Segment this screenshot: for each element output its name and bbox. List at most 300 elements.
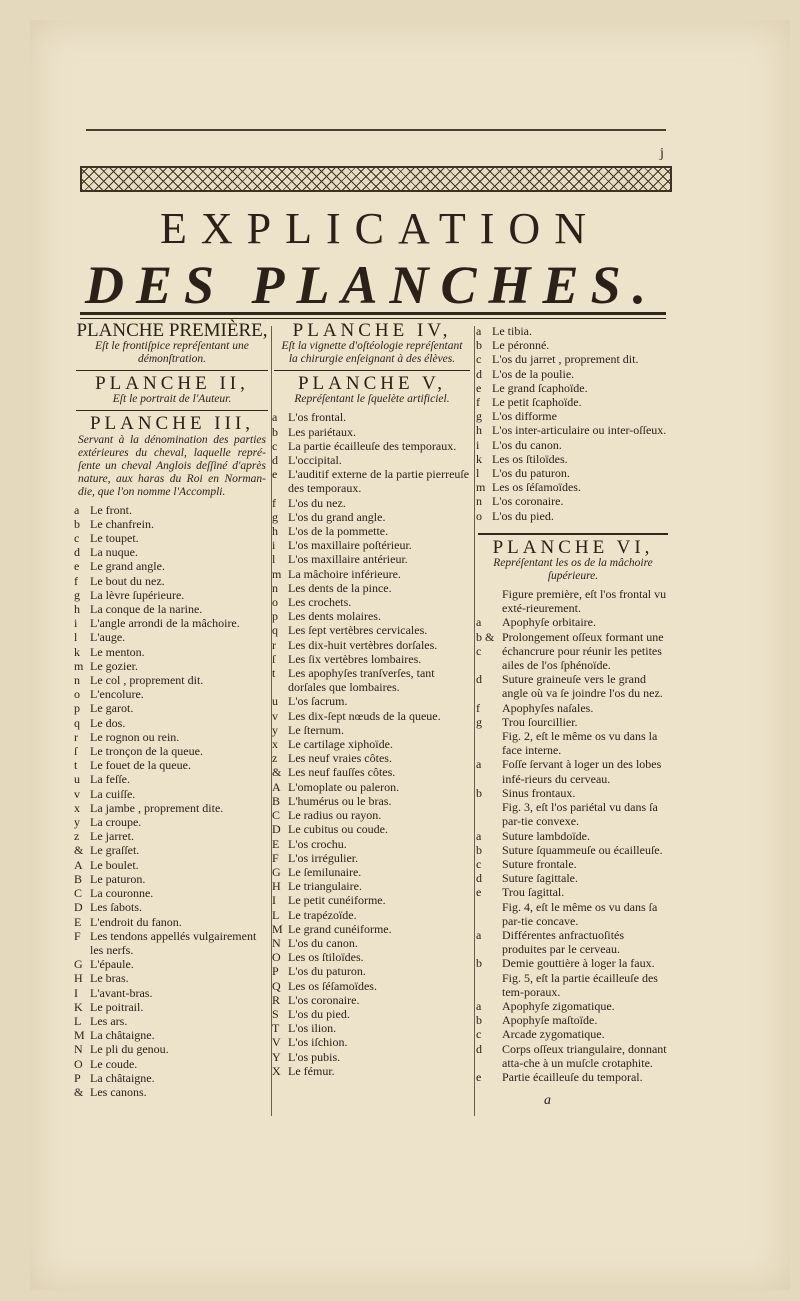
legend-item (272, 794, 472, 808)
legend-key: ſ (74, 744, 78, 759)
legend-key: b & c (476, 629, 495, 658)
legend-text: La couronne. (90, 886, 154, 901)
legend-key: h (74, 602, 80, 617)
legend-item (272, 780, 472, 794)
legend-key: e (476, 380, 482, 395)
legend-item (476, 672, 670, 700)
legend-item (272, 510, 472, 524)
legend-key (476, 587, 502, 615)
plate6-heading: PLANCHE VI, (492, 536, 654, 558)
legend-text: Le garot. (90, 701, 134, 716)
legend-text: Les ars. (90, 1013, 128, 1028)
legend-text: L'os maxillaire antérieur. (288, 552, 408, 567)
legend-item (272, 1035, 472, 1049)
legend-item (476, 423, 670, 437)
legend-text: Les os ſéſamoïdes. (492, 480, 581, 495)
legend-text: L'os du pied. (288, 1006, 350, 1021)
legend-item (476, 800, 670, 828)
legend-item (74, 673, 270, 687)
legend-item (476, 480, 670, 494)
legend-item (476, 971, 670, 999)
legend-item (74, 872, 270, 886)
legend-text: L'os coronaire. (288, 992, 360, 1007)
legend-key: u (74, 772, 80, 787)
plate3-description: Servant à la dénomination des parties extérieures du cheval, laquelle repré-ſente un cheval Anglois deſſiné d'après nature, aux haras du Roi en Norman-die, que l'on nomme l'Accompli. (78, 433, 266, 498)
plate4-heading: PLANCHE IV, (292, 320, 452, 341)
legend-text: L'os maxillaire poſtérieur. (288, 538, 412, 553)
legend-text: La conque de la narine. (90, 602, 203, 617)
plate2-heading: PLANCHE II, (95, 373, 249, 395)
legend-item (74, 645, 270, 659)
legend-key: n (476, 494, 482, 509)
legend-text: Le petit cunéiforme. (288, 893, 386, 908)
legend-item (272, 439, 472, 453)
legend-item (476, 729, 670, 757)
legend-text: Le radius ou rayon. (288, 808, 382, 823)
legend-text: Le ſternum. (288, 722, 344, 737)
legend-key: b (476, 338, 482, 353)
legend-item (272, 908, 472, 922)
legend-key: l (74, 630, 78, 645)
legend-key: I (272, 893, 276, 908)
legend-key: d (476, 366, 482, 381)
legend-key (476, 971, 502, 999)
legend-item (74, 730, 270, 744)
title-explication: EXPLICATION (160, 204, 600, 253)
legend-text: Arcade zygomatique. (502, 1027, 605, 1042)
legend-key: y (74, 815, 80, 830)
legend-text: Les neuf fauſſes côtes. (288, 765, 396, 780)
legend-text: Le front. (90, 502, 132, 517)
legend-text: L'os crochu. (288, 836, 347, 851)
legend-text: Les os ſéſamoïdes. (288, 978, 377, 993)
legend-key: f (272, 495, 276, 510)
legend-key: a (476, 615, 482, 630)
legend-text: La jambe , proprement dite. (90, 800, 224, 815)
legend-item (476, 900, 670, 928)
legend-text: La croupe. (90, 815, 142, 830)
legend-text: L'auge. (90, 630, 126, 645)
legend-text: L'os du paturon. (288, 964, 366, 979)
plate5-legend-continued (476, 324, 670, 523)
legend-key: i (272, 538, 276, 553)
legend-text: Les tendons appellés vulgairement les nerfs. (90, 928, 257, 957)
legend-item (74, 602, 270, 616)
legend-text: La partie écailleuſe des temporaux. (288, 438, 457, 453)
legend-text: Les pariétaux. (288, 424, 356, 439)
signature-mark: a (544, 1093, 551, 1108)
legend-item (74, 1057, 270, 1071)
legend-key: d (74, 545, 80, 560)
legend-key: b (476, 842, 482, 857)
legend-text: Fig. 4, eſt le même os vu dans ſa par-tie concave. (502, 899, 658, 928)
column-3 (476, 324, 670, 1084)
legend-text: Suture lambdoïde. (502, 828, 590, 843)
legend-item (74, 1028, 270, 1042)
legend-key: q (272, 623, 278, 638)
legend-text: L'os pubis. (288, 1049, 341, 1064)
legend-text: L'os frontal. (288, 410, 347, 425)
legend-item (74, 1014, 270, 1028)
legend-text: Sinus frontaux. (502, 785, 576, 800)
legend-text: Le col , proprement dit. (90, 673, 204, 688)
legend-text: Prolongement oſſeux formant une échancrure pour réunir les petites ailes de l'os ſphénoïde. (502, 629, 664, 673)
legend-text: Le tronçon de la queue. (90, 744, 203, 759)
legend-key: d (476, 1041, 482, 1056)
legend-text: L'os du canon. (492, 437, 562, 452)
legend-key: F (272, 850, 279, 865)
plate1-description: Eſt le frontiſpice repréſentant une démonſtration. (95, 340, 249, 366)
legend-item (476, 509, 670, 523)
legend-item (74, 659, 270, 673)
legend-item (272, 652, 472, 666)
legend-item (272, 709, 472, 723)
legend-item (74, 574, 270, 588)
legend-item (272, 879, 472, 893)
legend-item (476, 1042, 670, 1070)
legend-key: c (476, 352, 482, 367)
legend-item (476, 786, 670, 800)
legend-key: G (272, 864, 281, 879)
legend-item (272, 837, 472, 851)
legend-text: Le fouet de la queue. (90, 758, 191, 773)
legend-text: L'os inter-articulaire ou inter-oſſeux. (492, 423, 667, 438)
section-rule (274, 370, 470, 371)
legend-key: T (272, 1021, 280, 1036)
legend-text: Le menton. (90, 644, 145, 659)
legend-item (74, 1000, 270, 1014)
legend-item (74, 829, 270, 843)
legend-item (74, 915, 270, 929)
legend-text: Le péronné. (492, 338, 550, 353)
legend-item (476, 324, 670, 338)
legend-item (476, 381, 670, 395)
legend-key: I (74, 985, 78, 1000)
legend-text: Les dents molaires. (288, 609, 381, 624)
legend-key: r (272, 637, 276, 652)
legend-item (74, 559, 270, 573)
legend-item (272, 496, 472, 510)
legend-text: Trou ſourcillier. (502, 714, 578, 729)
legend-item (74, 971, 270, 985)
legend-item (476, 843, 670, 857)
legend-text: L'omoplate ou paleron. (288, 779, 400, 794)
legend-item (272, 694, 472, 708)
plate2-description: Eſt le portrait de l'Auteur. (112, 393, 232, 406)
legend-text: L'os de la poulie. (492, 366, 575, 381)
legend-key: H (272, 879, 281, 894)
legend-text: Apophyſe zigomatique. (502, 998, 615, 1013)
legend-text: Le dos. (90, 715, 126, 730)
legend-key: N (272, 935, 281, 950)
legend-item (74, 545, 270, 559)
legend-item (272, 765, 472, 779)
legend-key: p (272, 609, 278, 624)
legend-item (74, 986, 270, 1000)
legend-item (74, 517, 270, 531)
legend-text: La nuque. (90, 545, 138, 560)
legend-text: Figure première, eſt l'os frontal vu exté-rieurement. (502, 587, 667, 616)
legend-item (272, 936, 472, 950)
legend-key: a (476, 757, 482, 772)
legend-key: e (74, 559, 80, 574)
legend-key: l (476, 466, 480, 481)
legend-text: Les canons. (90, 1084, 147, 1099)
legend-key: x (74, 800, 80, 815)
legend-item (476, 367, 670, 381)
legend-key: b (476, 956, 482, 971)
legend-item (476, 409, 670, 423)
legend-item (476, 1070, 670, 1084)
legend-text: L'os du paturon. (492, 466, 570, 481)
legend-text: Les os ſtiloïdes. (492, 451, 568, 466)
legend-key: g (74, 587, 80, 602)
legend-item (272, 609, 472, 623)
legend-text: Les dents de la pince. (288, 580, 392, 595)
legend-item (272, 1064, 472, 1078)
legend-key: c (272, 438, 278, 453)
legend-key: a (476, 324, 482, 338)
legend-item (272, 822, 472, 836)
legend-item (272, 410, 472, 424)
legend-item (272, 950, 472, 964)
legend-item (272, 425, 472, 439)
legend-text: Le coude. (90, 1056, 138, 1071)
plate6-legend (476, 587, 670, 1084)
legend-text: Le pli du genou. (90, 1042, 169, 1057)
legend-item (74, 900, 270, 914)
legend-text: Le poitrail. (90, 999, 144, 1014)
legend-key: g (272, 509, 278, 524)
section-rule (76, 410, 268, 411)
legend-key: P (272, 964, 279, 979)
legend-key: ſ (272, 651, 276, 666)
legend-text: Partie écailleuſe du temporal. (502, 1069, 643, 1084)
legend-item (74, 929, 270, 957)
legend-key: c (476, 856, 482, 871)
legend-key: e (272, 467, 278, 482)
legend-item (476, 438, 670, 452)
legend-text: L'auditif externe de la partie pierreuſe des temporaux. (288, 467, 470, 496)
legend-key: t (74, 758, 78, 773)
legend-text: La feſſe. (90, 772, 130, 787)
legend-item (476, 466, 670, 480)
legend-item (272, 567, 472, 581)
legend-key: c (476, 1027, 482, 1042)
legend-text: Fig. 5, eſt la partie écailleuſe des tem-poraux. (502, 970, 658, 999)
plate1-heading: PLANCHE PREMIÈRE, (76, 320, 268, 341)
legend-text: Le fémur. (288, 1063, 335, 1078)
legend-item (74, 616, 270, 630)
legend-text: Le bout du nez. (90, 573, 165, 588)
legend-key: Q (272, 978, 281, 993)
legend-item (476, 452, 670, 466)
legend-text: Le trapézoïde. (288, 907, 357, 922)
legend-text: Les neuf vraies côtes. (288, 751, 392, 766)
legend-key: F (74, 928, 81, 943)
legend-text: L'os du canon. (288, 935, 358, 950)
legend-key: P (74, 1070, 81, 1085)
legend-key: n (272, 580, 278, 595)
legend-item (272, 808, 472, 822)
legend-key: & (74, 1084, 84, 1099)
legend-key (476, 729, 502, 757)
legend-item (476, 999, 670, 1013)
legend-text: Foſſe ſervant à loger un des lobes infé-rieurs du cerveau. (502, 757, 662, 786)
legend-item (272, 623, 472, 637)
plate5-heading: PLANCHE V, (297, 373, 447, 395)
legend-text: Les apophyſes tranſverſes, tant dorſales que lombaires. (288, 666, 435, 695)
legend-key: d (476, 871, 482, 886)
legend-text: L'angle arrondi de la mâchoire. (90, 616, 240, 631)
legend-key: n (74, 673, 80, 688)
legend-text: L'os du nez. (288, 495, 346, 510)
legend-key: u (272, 694, 278, 709)
legend-key: a (476, 828, 482, 843)
legend-text: Le boulet. (90, 857, 139, 872)
legend-key: q (74, 715, 80, 730)
legend-key: l (272, 552, 276, 567)
title-des-planches: DES PLANCHES. (85, 255, 659, 315)
legend-text: Le petit ſcaphoïde. (492, 395, 582, 410)
legend-key: H (74, 971, 83, 986)
legend-text: L'occipital. (288, 453, 342, 468)
legend-key: f (476, 395, 480, 410)
legend-key: b (476, 785, 482, 800)
legend-item (272, 581, 472, 595)
legend-key: o (272, 595, 278, 610)
legend-item (74, 843, 270, 857)
legend-item (476, 885, 670, 899)
legend-key: v (74, 786, 80, 801)
legend-text: L'encolure. (90, 687, 144, 702)
legend-text: L'os ſacrum. (288, 694, 348, 709)
legend-item (476, 615, 670, 629)
legend-key: e (476, 1069, 482, 1084)
legend-key: i (476, 437, 480, 452)
legend-item (272, 524, 472, 538)
legend-item (476, 338, 670, 352)
legend-item (272, 979, 472, 993)
legend-item (272, 595, 472, 609)
legend-item (272, 666, 472, 694)
legend-item (272, 993, 472, 1007)
legend-text: L'os ilion. (288, 1021, 337, 1036)
legend-key: D (74, 900, 83, 915)
legend-text: L'os coronaire. (492, 494, 564, 509)
legend-key: g (476, 714, 482, 729)
legend-key: M (74, 1028, 85, 1043)
section-rule (478, 533, 668, 535)
plate3-heading: PLANCHE III, (89, 413, 255, 435)
plate6-description: Repréſentant les os de la mâchoire ſupérieure. (493, 557, 653, 583)
legend-key: h (476, 423, 482, 438)
legend-key: b (476, 1013, 482, 1028)
legend-text: Les os ſtiloïdes. (288, 950, 364, 965)
legend-key: o (476, 508, 482, 523)
legend-key: b (272, 424, 278, 439)
legend-text: Le grand angle. (90, 559, 165, 574)
legend-key: v (272, 708, 278, 723)
legend-text: La mâchoire inférieure. (288, 566, 401, 581)
column-divider (474, 326, 475, 1116)
legend-key: C (272, 808, 281, 823)
legend-text: L'avant-bras. (90, 985, 153, 1000)
legend-text: La lèvre ſupérieure. (90, 587, 185, 602)
legend-text: L'épaule. (90, 957, 134, 972)
legend-key: a (476, 927, 482, 942)
legend-item (74, 1071, 270, 1085)
legend-key: L (272, 907, 280, 922)
legend-text: Différentes anfractuoſités produites par le cerveau. (502, 927, 625, 957)
legend-text: Les ſix vertèbres lombaires. (288, 651, 422, 666)
legend-item (272, 851, 472, 865)
legend-text: Les crochets. (288, 595, 352, 610)
legend-item (74, 787, 270, 801)
legend-key: f (476, 700, 480, 715)
legend-text: La châtaigne. (90, 1070, 155, 1085)
legend-key: z (74, 829, 80, 844)
legend-item (476, 1013, 670, 1027)
legend-item (74, 957, 270, 971)
legend-item (476, 494, 670, 508)
legend-text: Le bras. (90, 971, 129, 986)
legend-key: R (272, 992, 281, 1007)
legend-text: Le paturon. (90, 871, 146, 886)
legend-key: d (272, 453, 278, 468)
legend-item (272, 1021, 472, 1035)
legend-text: L'os du jarret , proprement dit. (492, 352, 639, 367)
legend-item (74, 716, 270, 730)
legend-item (272, 893, 472, 907)
legend-item (74, 1042, 270, 1056)
legend-key: G (74, 957, 83, 972)
legend-text: Apophyſes naſales. (502, 700, 594, 715)
legend-key (476, 900, 502, 928)
legend-item (74, 744, 270, 758)
legend-item (476, 715, 670, 729)
column-2 (272, 320, 472, 1078)
ornamental-border (80, 166, 672, 192)
legend-item (74, 858, 270, 872)
legend-key: d (476, 672, 482, 687)
legend-key: h (272, 524, 278, 539)
title-rule-thin (80, 318, 666, 319)
legend-item (272, 1007, 472, 1021)
legend-text: L'humérus ou le bras. (288, 793, 392, 808)
legend-key: y (272, 722, 278, 737)
legend-item (74, 801, 270, 815)
legend-text: Suture frontale. (502, 856, 577, 871)
legend-item (476, 630, 670, 673)
legend-text: L'os de la pommette. (288, 524, 389, 539)
legend-text: Les ſabots. (90, 900, 142, 915)
legend-text: L'os irrégulier. (288, 850, 359, 865)
legend-key: Y (272, 1049, 281, 1064)
legend-text: Le graſſet. (90, 843, 140, 858)
legend-item (476, 395, 670, 409)
legend-key: & (74, 843, 84, 858)
legend-text: Le rognon ou rein. (90, 729, 180, 744)
legend-item (476, 857, 670, 871)
legend-key: a (272, 410, 278, 425)
legend-key: E (272, 836, 280, 851)
legend-item (272, 453, 472, 467)
legend-text: Le grand ſcaphoïde. (492, 380, 588, 395)
legend-item (74, 531, 270, 545)
legend-text: L'os difforme (492, 409, 557, 424)
legend-key: E (74, 914, 82, 929)
